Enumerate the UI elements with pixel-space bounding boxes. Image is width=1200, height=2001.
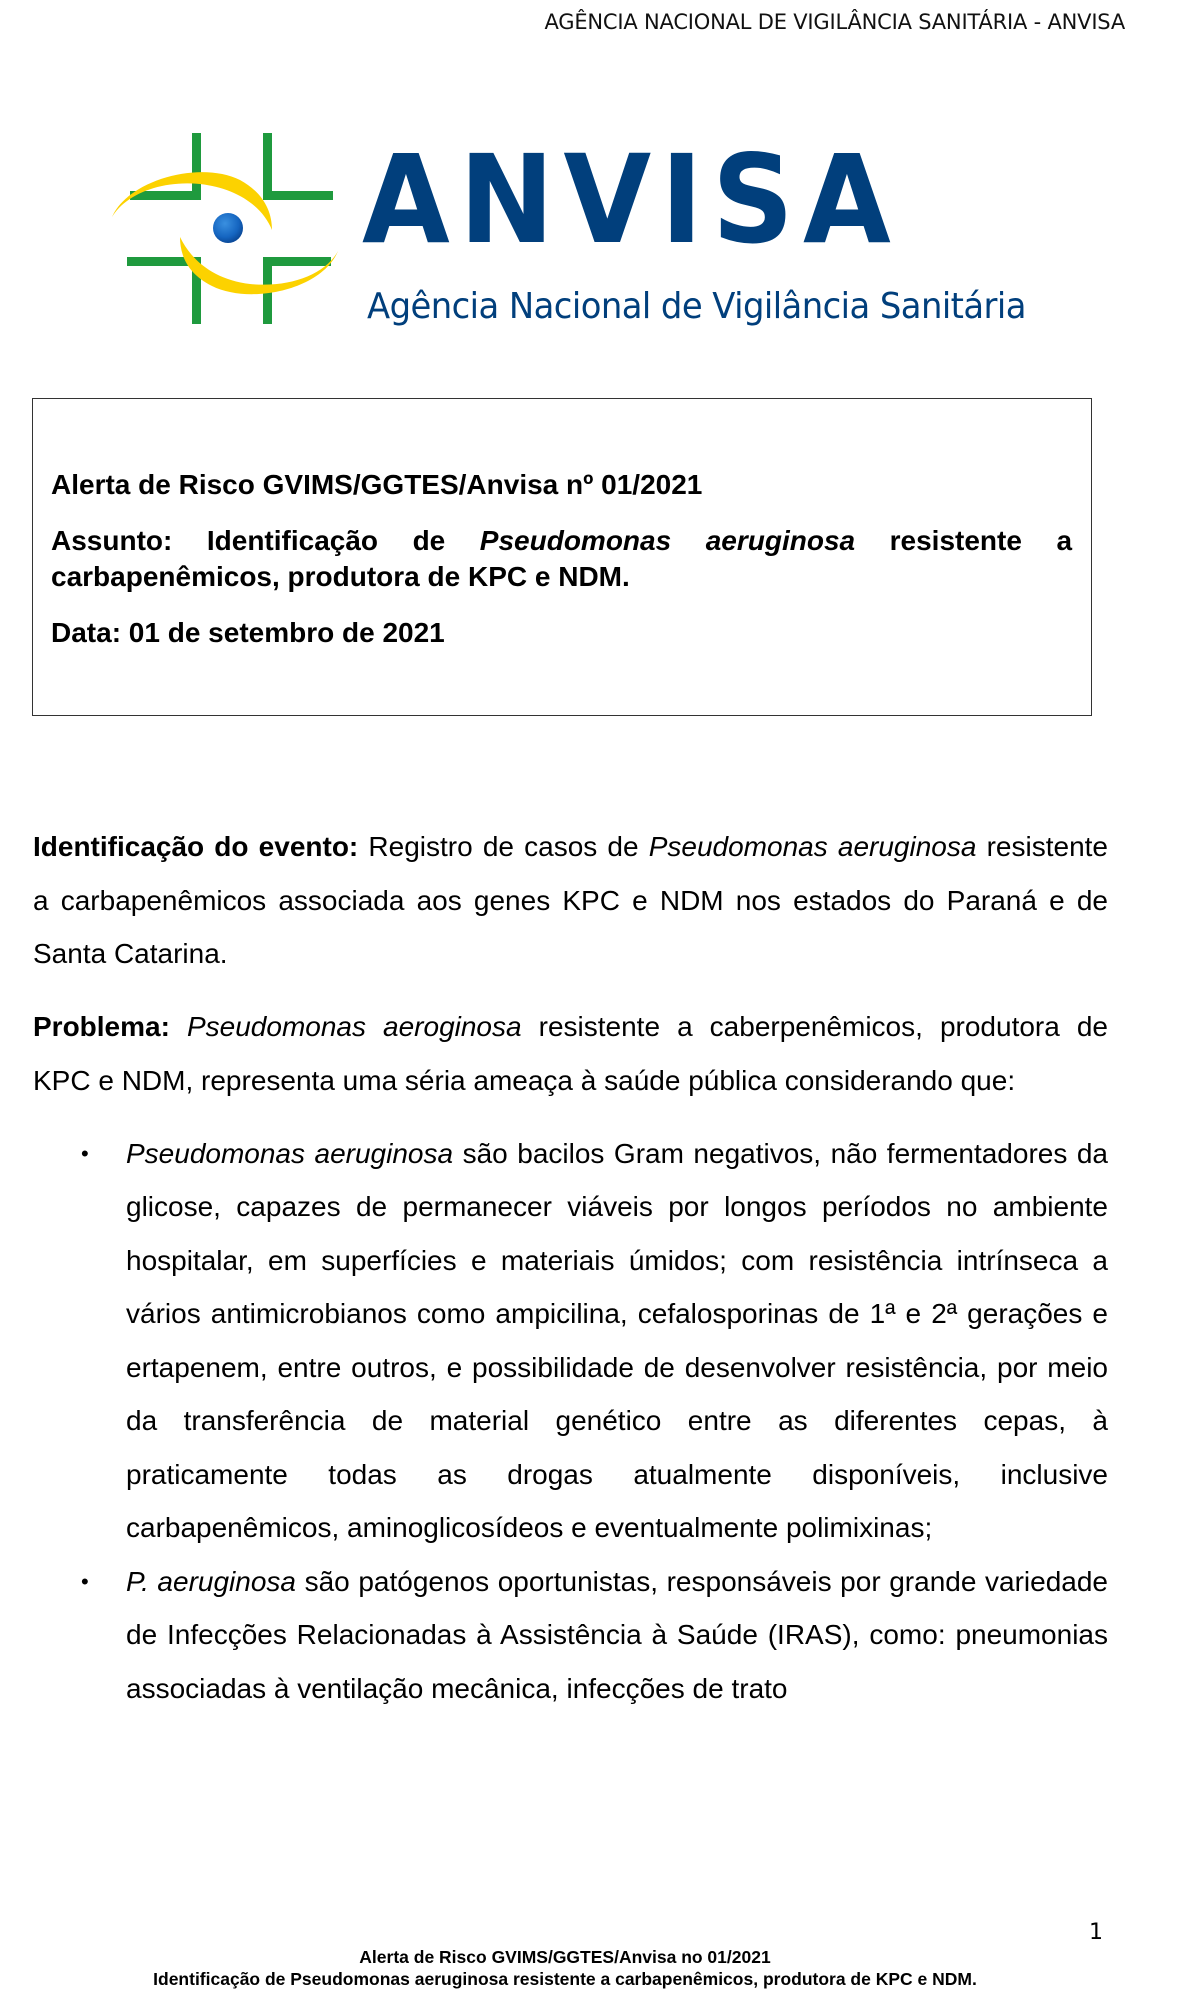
footer-line-2: Identificação de Pseudomonas aeruginosa resistente a carbapenêmicos, produtora de KPC e NDM. bbox=[153, 1969, 977, 1989]
anvisa-logo-icon bbox=[105, 125, 345, 335]
bullet-icon: • bbox=[81, 1140, 89, 1166]
alert-date bbox=[51, 615, 1072, 651]
page-footer bbox=[0, 1946, 1130, 1990]
logo-wordmark: ANVISA bbox=[362, 129, 901, 271]
logo-subtitle: Agência Nacional de Vigilância Sanitária bbox=[367, 286, 1026, 327]
logo-dot bbox=[213, 213, 243, 243]
problem-text: resistente a caberpenêmicos, produtora de KPC e NDM, representa uma séria ameaça à saúde pública considerando que: bbox=[33, 1011, 1108, 1096]
alert-date-label: Data: bbox=[51, 617, 122, 648]
event-organism: Pseudomonas aeruginosa bbox=[648, 831, 977, 862]
alert-subject-pre: Identificação de bbox=[206, 525, 446, 556]
document-body bbox=[33, 820, 1108, 1715]
alert-subject-label: Assunto: bbox=[51, 525, 173, 556]
list-item-text: são bacilos Gram negativos, não fermentadores da glicose, capazes de permanecer viáveis por longos períodos no ambiente hospitalar, em superfícies e materiais úmidos; com resistência intrínseca a vários antimicrobianos como ampicilina, cefalosporinas de 1ª e 2ª gerações e ertapenem, entre outros, e possibilidade de desenvolver resistência, por meio da transferência de material genético entre as diferentes cepas, à praticamente todas as drogas atualmente disponíveis, inclusive carbapenêmicos, aminoglicosídeos e eventualmente polimixinas; bbox=[126, 1137, 1108, 1543]
problem-paragraph bbox=[33, 1000, 1108, 1107]
list-item bbox=[33, 1127, 1108, 1555]
event-paragraph bbox=[33, 820, 1108, 981]
alert-subject-organism: Pseudomonas aeruginosa bbox=[479, 525, 856, 556]
list-item-text: são patógenos oportunistas, responsáveis por grande variedade de Infecções Relacionadas à Assistência à Saúde (IRAS), como: pneumonias associadas à ventilação mecânica, infecções de trato bbox=[126, 1565, 1108, 1704]
page-number: 1 bbox=[1089, 1920, 1103, 1945]
problem-label: Problema: bbox=[33, 1011, 170, 1042]
running-header: AGÊNCIA NACIONAL DE VIGILÂNCIA SANITÁRIA - ANVISA bbox=[544, 10, 1125, 34]
list-item-organism: Pseudomonas aeruginosa bbox=[126, 1137, 454, 1169]
list-item-organism: P. aeruginosa bbox=[126, 1565, 296, 1597]
event-text-pre: Registro de casos de bbox=[368, 831, 639, 862]
alert-title: Alerta de Risco GVIMS/GGTES/Anvisa nº 01/2021 bbox=[51, 469, 703, 500]
list-item bbox=[33, 1555, 1108, 1716]
alert-summary-box bbox=[32, 398, 1092, 716]
event-text-post: resistente a carbapenêmicos associada aos genes KPC e NDM nos estados do Paraná e de Santa Catarina. bbox=[33, 831, 1108, 969]
footer-line-1: Alerta de Risco GVIMS/GGTES/Anvisa no 01/2021 bbox=[359, 1947, 771, 1967]
problem-organism: Pseudomonas aeroginosa bbox=[186, 1011, 522, 1042]
bullet-icon: • bbox=[81, 1568, 89, 1594]
alert-subject bbox=[51, 523, 1072, 595]
alert-date-value: 01 de setembro de 2021 bbox=[128, 617, 445, 648]
considerations-list bbox=[33, 1127, 1108, 1716]
event-label: Identificação do evento: bbox=[33, 831, 359, 862]
alert-subject-post: resistente a carbapenêmicos, produtora de KPC e NDM. bbox=[51, 525, 1073, 592]
